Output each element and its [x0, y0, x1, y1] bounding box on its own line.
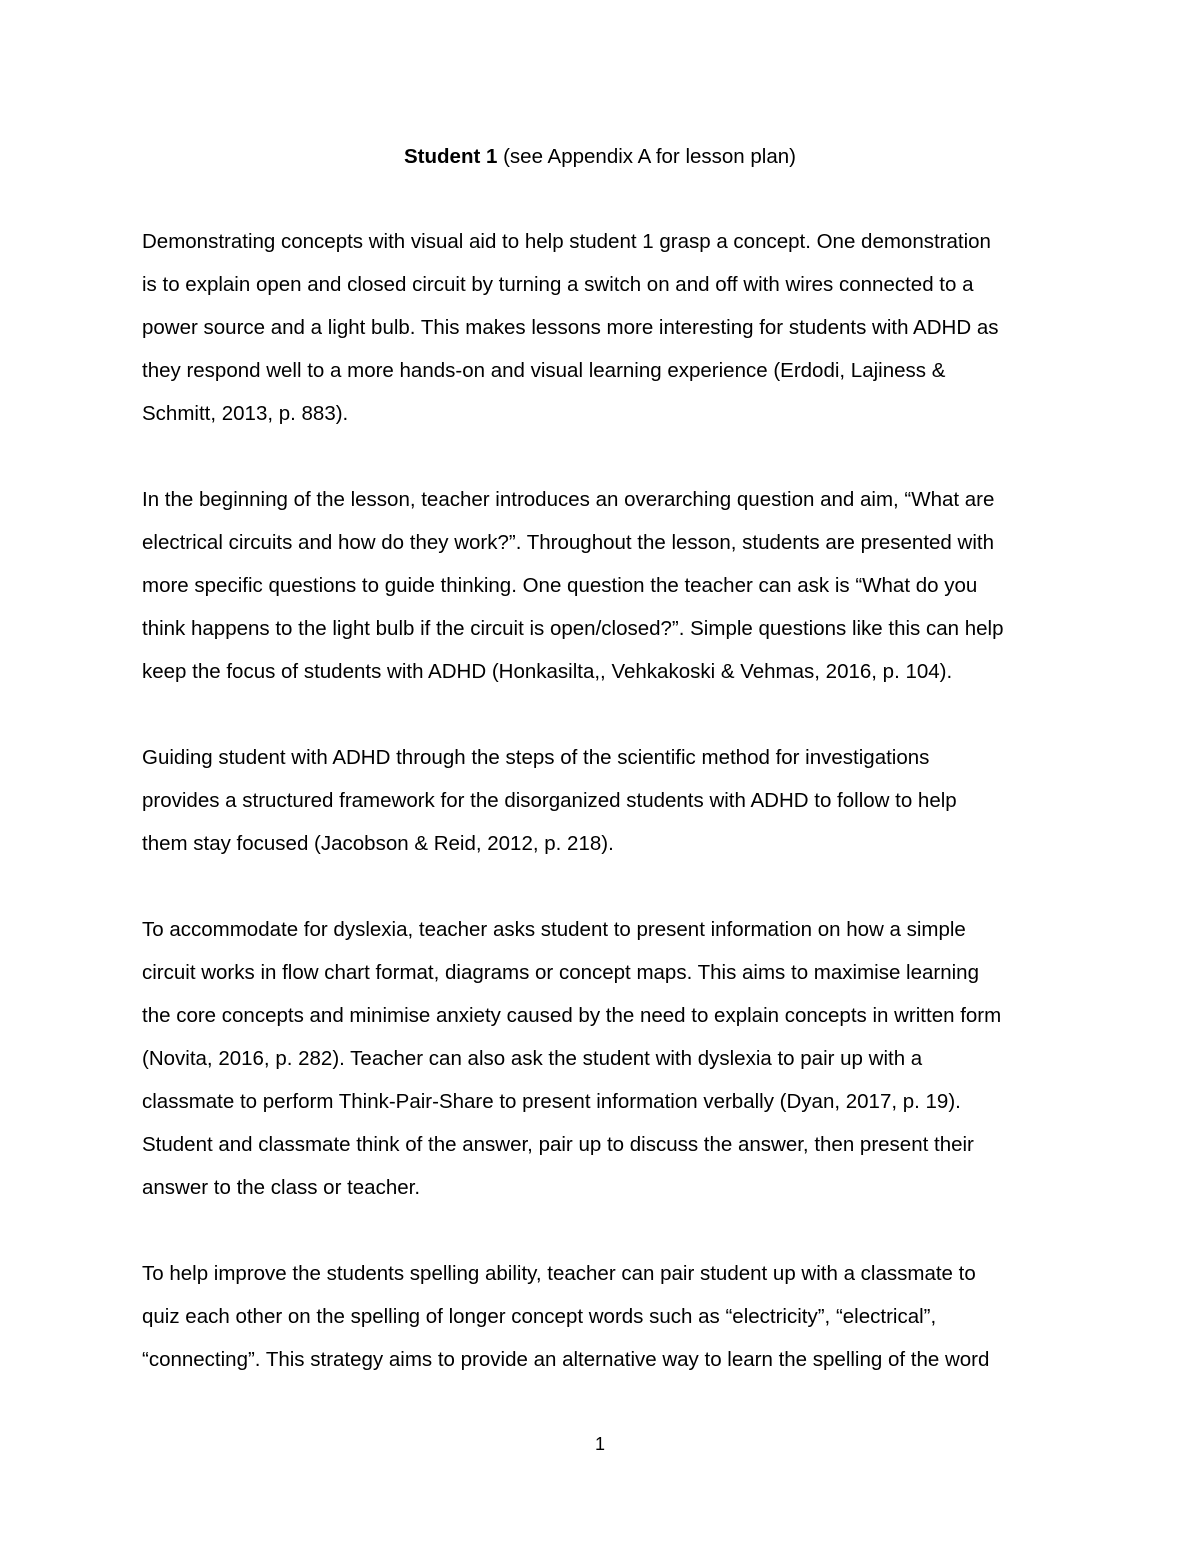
text-line: more specific questions to guide thinking. One question the teacher can ask is “What do you	[142, 574, 978, 597]
text-line: Guiding student with ADHD through the steps of the scientific method for investigations	[142, 746, 930, 769]
text-line: (Novita, 2016, p. 282). Teacher can also ask the student with dyslexia to pair up with a	[142, 1047, 923, 1070]
text-line: electrical circuits and how do they work?”. Throughout the lesson, students are presented with	[142, 531, 994, 554]
text-line: answer to the class or teacher.	[142, 1176, 421, 1199]
page-number: 1	[594, 1434, 605, 1454]
text-line: power source and a light bulb. This makes lessons more interesting for students with ADHD as	[142, 316, 999, 339]
text-line: provides a structured framework for the disorganized students with ADHD to follow to help	[142, 789, 957, 812]
body-text	[142, 226, 1062, 1430]
heading-bold-text: Student 1	[404, 145, 498, 168]
text-line: To accommodate for dyslexia, teacher asks student to present information on how a simple	[142, 918, 966, 941]
text-line: circuit works in flow chart format, diagrams or concept maps. This aims to maximise learning	[142, 961, 979, 984]
text-line: Demonstrating concepts with visual aid to help student 1 grasp a concept. One demonstration	[142, 230, 991, 253]
text-line: the core concepts and minimise anxiety caused by the need to explain concepts in written form	[142, 1004, 1002, 1027]
text-line: think happens to the light bulb if the circuit is open/closed?”. Simple questions like this can help	[142, 617, 1004, 640]
heading-rest-text: (see Appendix A for lesson plan)	[497, 145, 796, 168]
text-line: Student and classmate think of the answer, pair up to discuss the answer, then present their	[142, 1133, 974, 1156]
text-line: keep the focus of students with ADHD (Honkasilta,, Vehkakoski & Vehmas, 2016, p. 104).	[142, 660, 953, 683]
text-line: Schmitt, 2013, p. 883).	[142, 402, 349, 425]
text-line: “connecting”. This strategy aims to provide an alternative way to learn the spelling of the word	[142, 1348, 990, 1371]
paragraph-spelling	[142, 1258, 1062, 1387]
section-heading	[0, 142, 1200, 172]
paragraph-dyslexia	[142, 914, 1062, 1215]
paragraph-scientific-method	[142, 742, 1062, 871]
text-line: they respond well to a more hands-on and visual learning experience (Erdodi, Lajiness &	[142, 359, 946, 382]
text-line: To help improve the students spelling ability, teacher can pair student up with a classmate to	[142, 1262, 976, 1285]
paragraph-visual-aid	[142, 226, 1062, 441]
text-line: classmate to perform Think-Pair-Share to present information verbally (Dyan, 2017, p. 19).	[142, 1090, 961, 1113]
text-line: In the beginning of the lesson, teacher introduces an overarching question and aim, “What are	[142, 488, 995, 511]
text-line: is to explain open and closed circuit by turning a switch on and off with wires connected to a	[142, 273, 974, 296]
paragraph-guiding-questions	[142, 484, 1062, 699]
text-line: quiz each other on the spelling of longer concept words such as “electricity”, “electrical”,	[142, 1305, 937, 1328]
text-line: them stay focused (Jacobson & Reid, 2012, p. 218).	[142, 832, 614, 855]
